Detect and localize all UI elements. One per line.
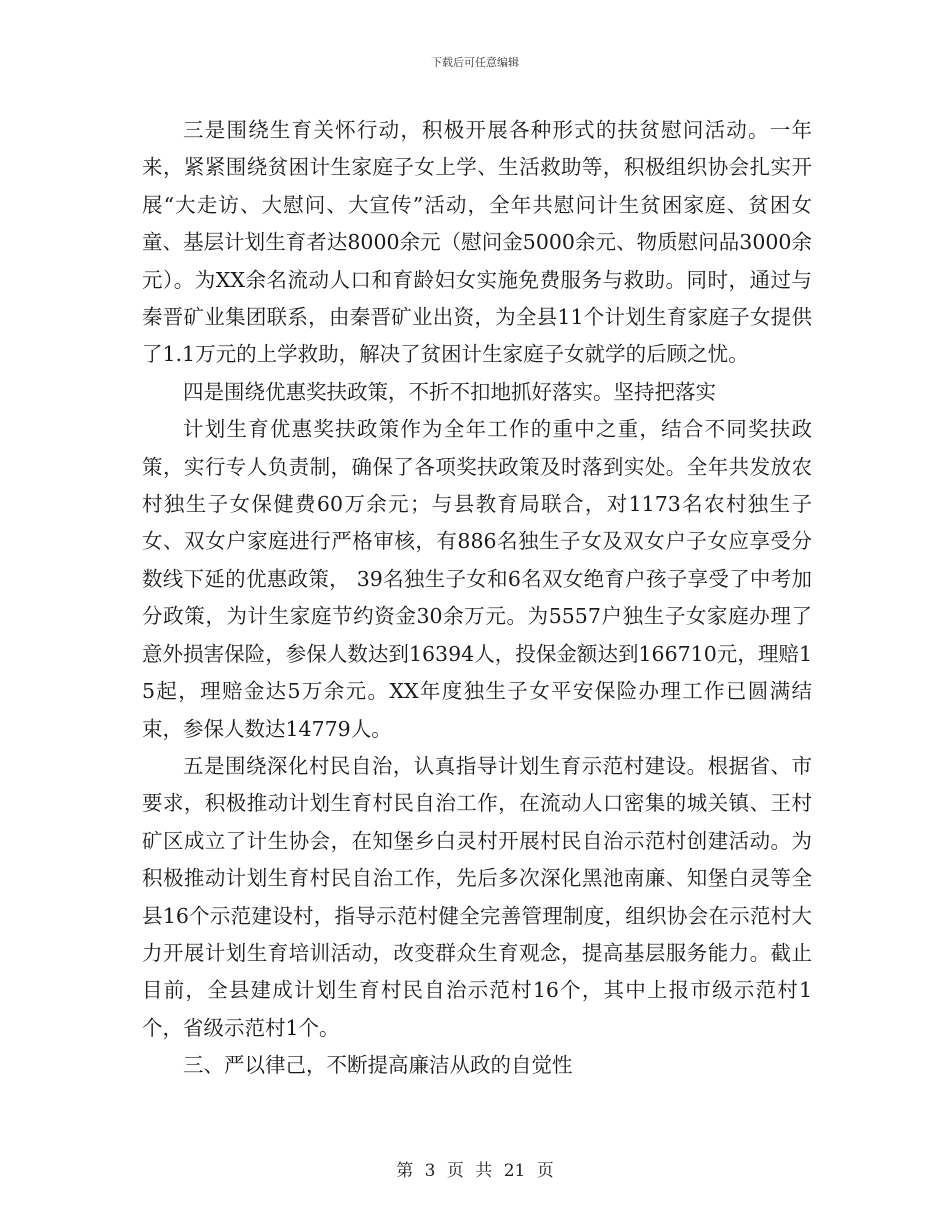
document-body: [142, 112, 812, 1085]
section-heading-self-discipline: 三、严以律己，不断提高廉洁从政的自觉性: [183, 1053, 573, 1078]
paragraph-reward-policy-details: 计划生育优惠奖扶政策作为全年工作的重中之重，结合不同奖扶政策，实行专人负责制，确保了各项奖扶政策及时落到实处。全年共发放农村独生子女保健费60万余元；与县教育局联合，对1173名农村独生子女、双女户家庭进行严格审核，有886名独生子女及双女户子女应享受分数线下延的优惠政策， 39名独生子女和6名双女绝育户孩子享受了中考加分政策，为计生家庭节约资金30余万元。为5557户独生子女家庭办理了意外损害保险，参保人数达到16394人，投保金额达到166710元，理赔15起，理赔金达5万余元。XX年度独生子女平安保险办理工作已圆满结束，参保人数达14779人。: [142, 417, 812, 741]
page-number-footer: 第 3 页 共 21 页: [396, 1161, 554, 1181]
page-header: 下载后可任意编辑: [431, 56, 519, 69]
paragraph-reward-policy-heading: 四是围绕优惠奖扶政策，不折不扣地抓好落实。坚持把落实: [183, 379, 716, 404]
paragraph-relief-activities: 三是围绕生育关怀行动，积极开展各种形式的扶贫慰问活动。一年来，紧紧围绕贫困计生家庭子女上学、生活救助等，积极组织协会扎实开展“大走访、大慰问、大宣传”活动，全年共慰问计生贫困家庭、贫困女童、基层计划生育者达8000余元（慰问金5000余元、物质慰问品3000余元）。为XX余名流动人口和育龄妇女实施免费服务与救助。同时，通过与秦晋矿业集团联系，由秦晋矿业出资，为全县11个计划生育家庭子女提供了1.1万元的上学救助，解决了贫困计生家庭子女就学的后顾之忧。: [142, 118, 812, 367]
paragraph-village-autonomy: 五是围绕深化村民自治，认真指导计划生育示范村建设。根据省、市要求，积极推动计划生育村民自治工作，在流动人口密集的城关镇、王村矿区成立了计生协会，在知堡乡白灵村开展村民自治示范村创建活动。为积极推动计划生育村民自治工作，先后多次深化黑池南廉、知堡白灵等全县16个示范建设村，指导示范村健全完善管理制度，组织协会在示范村大力开展计划生育培训活动，改变群众生育观念，提高基层服务能力。截止目前，全县建成计划生育村民自治示范村16个，其中上报市级示范村1个，省级示范村1个。: [142, 753, 812, 1040]
